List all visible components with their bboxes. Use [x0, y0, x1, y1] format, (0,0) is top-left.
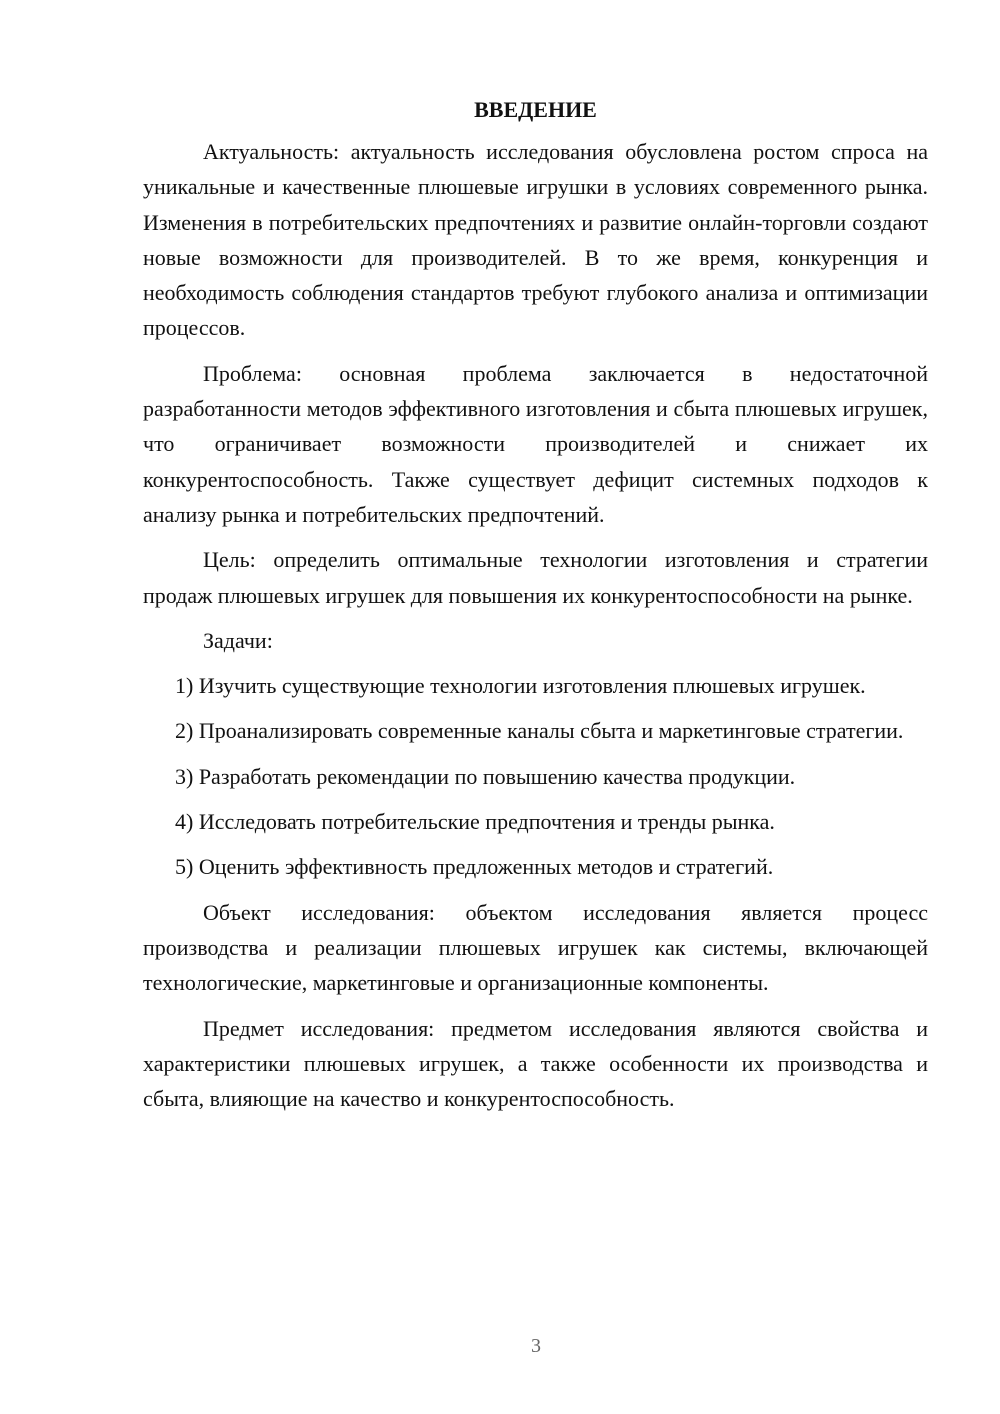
- task-item: 4) Исследовать потребительские предпочтения и тренды рынка.: [175, 809, 775, 835]
- page-content: [143, 92, 928, 1126]
- paragraph-problem: Проблема: основная проблема заключается в недостаточной разработанности методов эффективного изготовления и сбыта плюшевых игрушек, что ограничивает возможности производителей и снижает их конкурентоспособность. Также существует дефицит системных подходов к анализу рынка и потребительских предпочтений.: [143, 360, 928, 527]
- task-item: 2) Проанализировать современные каналы сбыта и маркетинговые стратегии.: [175, 718, 904, 744]
- task-item: 3) Разработать рекомендации по повышению качества продукции.: [175, 763, 796, 789]
- task-item: 1) Изучить существующие технологии изготовления плюшевых игрушек.: [175, 673, 866, 699]
- tasks-label: Задачи:: [203, 627, 273, 653]
- paragraph-relevance: Актуальность: актуальность исследования обусловлена ростом спроса на уникальные и качественные плюшевые игрушки в условиях современного рынка. Изменения в потребительских предпочтениях и развитие онлайн-торговли создают новые возможности для производителей. В то же время, конкуренция и необходимость соблюдения стандартов требуют глубокого анализа и оптимизации процессов.: [143, 139, 928, 341]
- page-number: 3: [531, 1335, 541, 1357]
- section-heading: ВВЕДЕНИЕ: [474, 97, 597, 122]
- task-item: 5) Оценить эффективность предложенных методов и стратегий.: [175, 854, 774, 880]
- paragraph-subject: Предмет исследования: предметом исследования являются свойства и характеристики плюшевых игрушек, а также особенности их производства и сбыта, влияющие на качество и конкурентоспособность.: [143, 1015, 928, 1112]
- paragraph-goal: Цель: определить оптимальные технологии изготовления и стратегии продаж плюшевых игрушек для повышения их конкурентоспособности на рынке.: [143, 547, 928, 608]
- paragraph-object: Объект исследования: объектом исследования является процесс производства и реализации плюшевых игрушек как системы, включающей технологические, маркетинговые и организационные компоненты.: [143, 899, 928, 996]
